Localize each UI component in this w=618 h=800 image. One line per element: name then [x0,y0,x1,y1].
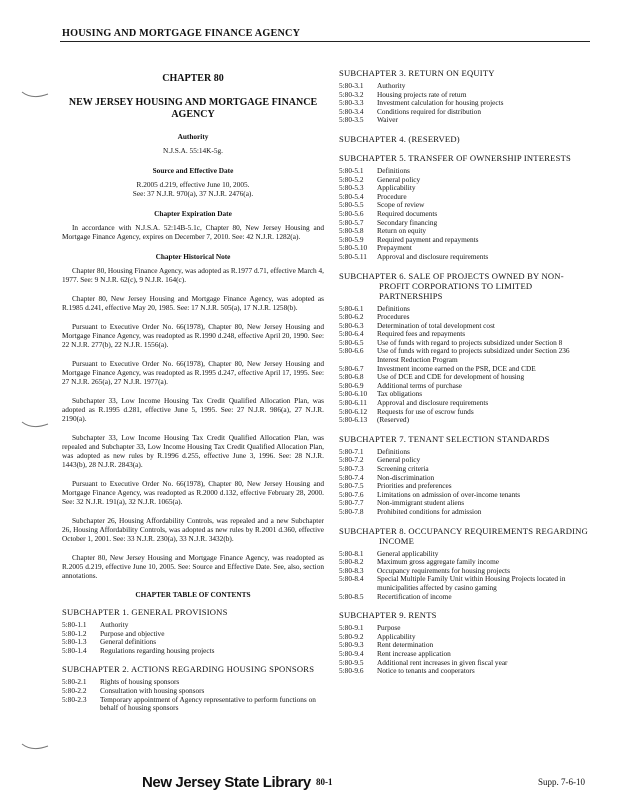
expiration-text: In accordance with N.J.S.A. 52:14B-5.1c, Chapter 80, New Jersey Housing and Mortgage Finance Agency, expires on December 7, 2010. See: 42 N.J.R. 1282(a). [62,223,324,241]
section-number: 5:80-1.1 [62,620,87,629]
section-number: 5:80-8.3 [339,565,364,575]
section-title: Screening criteria [377,464,429,473]
section-number: 5:80-6.5 [339,337,364,347]
expiration-section [62,209,324,241]
section-title: Prohibited conditions for admission [377,506,482,516]
section-title: Purpose [377,623,401,633]
subchapter-group [339,68,594,125]
section-number: 5:80-8.1 [339,548,364,558]
section-number: 5:80-5.2 [339,174,364,184]
section-number: 5:80-6.10 [339,389,368,399]
section-number: 5:80-1.2 [62,628,87,638]
section-title: Investment calculation for housing projects [377,98,504,108]
section-title: Investment income earned on the PSR, DCE and CDE [377,363,536,373]
section-number: 5:80-2.3 [62,694,87,704]
right-toc [339,68,594,676]
toc-entry [339,508,594,517]
section-number: 5:80-6.6 [339,346,364,356]
section-number: 5:80-7.8 [339,506,364,516]
source-heading: Source and Effective Date [152,166,234,175]
section-title: Housing projects rate of return [377,89,467,99]
header-rule [60,41,590,42]
section-number: 5:80-6.8 [339,372,364,382]
section-title: Applicability [377,631,416,641]
section-title: General policy [377,174,421,184]
section-title: General definitions [100,637,157,647]
section-title: Rights of housing sponsors [100,677,180,687]
toc-entry [339,667,594,676]
section-number: 5:80-6.13 [339,415,368,425]
section-title: Procedures [377,312,410,322]
section-number: 5:80-5.8 [339,226,364,236]
source-line: R.2005 d.219, effective June 10, 2005. [136,180,250,189]
supplement-date: Supp. 7-6-10 [538,777,585,787]
subchapter-group [339,271,594,425]
section-title: Recertification of income [377,591,452,601]
history-paragraph: Chapter 80, New Jersey Housing and Mortgage Finance Agency, was adopted as R.1985 d.241, effective May 20, 1985. See: 17 N.J.R. 505(a), 17 N.J.R. 1258(b). [62,294,324,312]
section-title: General applicability [377,548,439,558]
source-section [62,166,324,198]
section-title: Approval and disclosure requirements [377,251,489,261]
subchapter-group [339,526,594,602]
section-title: Required fees and repayments [377,329,466,339]
section-number: 5:80-9.3 [339,640,364,650]
section-number: 5:80-5.11 [339,251,367,261]
section-title: Temporary appointment of Agency representative to perform functions on behalf of housing sponsors [100,694,316,713]
section-title: Procedure [377,191,407,201]
section-number: 5:80-6.12 [339,406,368,416]
subchapter-title: SUBCHAPTER 3. RETURN ON EQUITY [339,68,495,78]
section-title: Limitations on admission of over-income tenants [377,489,521,499]
section-title: Authority [100,620,129,629]
history-paragraph: Subchapter 33, Low Income Housing Tax Credit Qualified Allocation Plan, was repealed and Subchapter 33, Low Income Housing Tax Credit Qualified Allocation Plan, was adopted as new rules by R.1996 d.255, effective June 3, 1996. See: 28 N.J.R. 1443(b), 28 N.J.R. 2843(a). [62,433,324,469]
history-paragraph: Pursuant to Executive Order No. 66(1978), Chapter 80, New Jersey Housing and Mortgage Finance Agency, was readopted as R.2000 d.132, effective February 28, 2000. See: 32 N.J.R. 191(a), 32 N.J.R. 1065(a). [62,479,324,506]
section-title: Additional terms of purchase [377,380,462,390]
page-number: 80-1 [316,777,333,787]
section-title: Maximum gross aggregate family income [377,557,499,567]
history-paragraph: Pursuant to Executive Order No. 66(1978), Chapter 80, New Jersey Housing and Mortgage Finance Agency, was readopted as R.1995 d.247, effective April 17, 1995. See: 27 N.J.R. 265(a), 27 N.J.R. 1977(a). [62,359,324,386]
toc-title: CHAPTER TABLE OF CONTENTS [135,590,251,599]
section-number: 5:80-9.4 [339,648,364,658]
section-number: 5:80-3.4 [339,106,364,116]
section-number: 5:80-8.4 [339,574,364,584]
section-title: Rent determination [377,640,434,650]
subchapter-title: SUBCHAPTER 1. GENERAL PROVISIONS [62,607,228,617]
section-number: 5:80-7.5 [339,481,364,491]
section-number: 5:80-5.9 [339,234,364,244]
section-title: Applicability [377,183,416,193]
authority-section [62,132,324,155]
section-title: Occupancy requirements for housing projects [377,565,510,575]
history-paragraph: Pursuant to Executive Order No. 66(1978), Chapter 80, New Jersey Housing and Mortgage Finance Agency, was readopted as R.1990 d.248, effective April 20, 1990. See: 22 N.J.R. 277(b), 22 N.J.R. 1556(a). [62,322,324,349]
section-number: 5:80-3.2 [339,89,364,99]
section-number: 5:80-9.1 [339,623,364,633]
section-number: 5:80-5.1 [339,165,364,175]
section-title: Additional rent increases in given fiscal year [377,657,508,667]
section-number: 5:80-6.1 [339,303,364,313]
section-title: Use of DCE and CDE for development of housing [377,372,525,382]
section-number: 5:80-7.1 [339,446,364,456]
section-title: Requests for use of escrow funds [377,406,474,416]
binding-mark [18,88,52,102]
section-title: Non-immigrant student aliens [377,498,465,508]
section-title: Determination of total development cost [377,320,495,330]
section-title: Definitions [377,303,410,313]
section-number: 5:80-5.6 [339,208,364,218]
subchapter-group [62,664,324,712]
authority-heading: Authority [177,132,209,141]
section-title: Approval and disclosure requirements [377,398,489,408]
history-paragraph: Chapter 80, New Jersey Housing and Mortgage Finance Agency, was readopted as R.2005 d.219, effective June 10, 2005. See: Source and Effective Date. See, also, section annotations. [62,553,324,580]
subchapter-title: SUBCHAPTER 2. ACTIONS REGARDING HOUSING SPONSORS [62,664,315,675]
authority-text: N.J.S.A. 55:14K-5g. [163,146,223,155]
section-number: 5:80-7.6 [339,489,364,499]
section-title: Conditions required for distribution [377,106,481,116]
section-number: 5:80-7.4 [339,472,364,482]
section-title: Required payment and repayments [377,234,479,244]
section-number: 5:80-5.4 [339,191,364,201]
section-title: Use of funds with regard to projects subsidized under Section 8 [377,337,563,347]
section-title: Consultation with housing sponsors [100,685,205,695]
section-number: 5:80-6.9 [339,380,364,390]
subchapter-title: SUBCHAPTER 8. OCCUPANCY REQUIREMENTS REGARDING INCOME [339,525,588,546]
section-title: General policy [377,455,421,465]
toc-entry [339,416,594,425]
section-title: Purpose and objective [100,628,165,638]
library-logo: New Jersey State Library [142,774,311,791]
subchapter-title: SUBCHAPTER 7. TENANT SELECTION STANDARDS [339,433,550,444]
section-number: 5:80-1.4 [62,645,87,655]
toc-entry [339,575,594,592]
subchapter-group [339,610,594,676]
section-number: 5:80-3.3 [339,98,364,108]
toc-entry [339,593,594,602]
section-number: 5:80-7.2 [339,455,364,465]
section-number: 5:80-7.3 [339,464,364,473]
subchapter-group [62,607,324,655]
history-heading: Chapter Historical Note [155,252,231,261]
chapter-title: NEW JERSEY HOUSING AND MORTGAGE FINANCE AGENCY [68,97,318,120]
section-title: Tax obligations [377,389,423,399]
source-line: See: 37 N.J.R. 970(a), 37 N.J.R. 2476(a). [132,189,254,198]
section-number: 5:80-5.10 [339,243,368,253]
section-title: Waiver [377,115,398,125]
section-title: Special Multiple Family Unit within Housing Projects located in municipalities affected by casino gaming [377,574,566,592]
section-title: Definitions [377,165,410,175]
binding-mark [18,418,52,432]
section-title: Required documents [377,208,438,218]
section-number: 5:80-1.3 [62,637,87,647]
section-number: 5:80-5.5 [339,200,364,210]
expiration-heading: Chapter Expiration Date [154,209,232,218]
toc-entry [62,647,324,656]
section-number: 5:80-9.2 [339,631,364,641]
section-number: 5:80-3.1 [339,81,364,90]
section-title: Secondary financing [377,217,438,227]
subchapter-title: SUBCHAPTER 5. TRANSFER OF OWNERSHIP INTERESTS [339,152,571,163]
section-title: Non-discrimination [377,472,435,482]
toc-entry [62,696,324,713]
history-paragraph: Subchapter 26, Housing Affordability Controls, was repealed and a new Subchapter 26, Housing Affordability Controls, was adopted as new rules by R.2001 d.360, effective October 1, 2001. See: 33 N.J.R. 230(a), 33 N.J.R. 3432(b). [62,516,324,543]
section-number: 5:80-6.11 [339,398,367,408]
section-number: 5:80-7.7 [339,498,364,508]
running-head: HOUSING AND MORTGAGE FINANCE AGENCY [62,28,301,39]
toc-entry [339,347,594,364]
subchapter-title: SUBCHAPTER 9. RENTS [339,610,437,621]
subchapter-title: SUBCHAPTER 4. (RESERVED) [339,133,460,144]
section-title: Regulations regarding housing projects [100,645,215,655]
history-paragraph: Chapter 80, Housing Finance Agency, was adopted as R.1977 d.71, effective March 4, 1977. See: 9 N.J.R. 62(c), 9 N.J.R. 164(c). [62,266,324,284]
left-toc [62,607,324,713]
subchapter-group [339,134,594,144]
section-number: 5:80-3.5 [339,115,364,125]
section-title: Notice to tenants and cooperators [377,666,475,676]
section-title: (Reserved) [377,415,410,425]
section-title: Prepayment [377,243,412,253]
chapter-number: CHAPTER 80 [162,73,224,84]
section-title: Scope of review [377,200,425,210]
section-number: 5:80-5.3 [339,183,364,193]
history-paragraph: Subchapter 33, Low Income Housing Tax Credit Qualified Allocation Plan, was adopted as R.1995 d.281, effective June 5, 1995. See: 27 N.J.R. 986(a), 27 N.J.R. 2190(a). [62,396,324,423]
subchapter-title: SUBCHAPTER 6. SALE OF PROJECTS OWNED BY NON-PROFIT CORPORATIONS TO LIMITED PARTNERSHIPS [339,270,564,301]
section-title: Priorities and preferences [377,481,452,491]
section-number: 5:80-9.5 [339,657,364,667]
toc-entry [339,253,594,262]
section-number: 5:80-6.7 [339,363,364,373]
section-title: Rent increase application [377,648,451,658]
section-title: Definitions [377,446,410,456]
section-number: 5:80-8.5 [339,591,364,601]
section-title: Return on equity [377,226,427,236]
toc-entry [339,116,594,125]
subchapter-group [339,434,594,517]
history-section [62,252,324,580]
section-number: 5:80-6.3 [339,320,364,330]
section-number: 5:80-2.2 [62,685,87,695]
section-number: 5:80-6.4 [339,329,364,339]
section-title: Use of funds with regard to projects subsidized under Section 236 Interest Reduction Program [377,346,570,365]
subchapter-group [339,153,594,262]
section-number: 5:80-9.6 [339,666,364,676]
right-column [339,68,594,685]
binding-mark [18,740,52,754]
section-title: Authority [377,81,406,90]
section-number: 5:80-8.2 [339,557,364,567]
left-column [62,68,324,722]
section-number: 5:80-2.1 [62,677,87,687]
section-number: 5:80-5.7 [339,217,364,227]
section-number: 5:80-6.2 [339,312,364,322]
